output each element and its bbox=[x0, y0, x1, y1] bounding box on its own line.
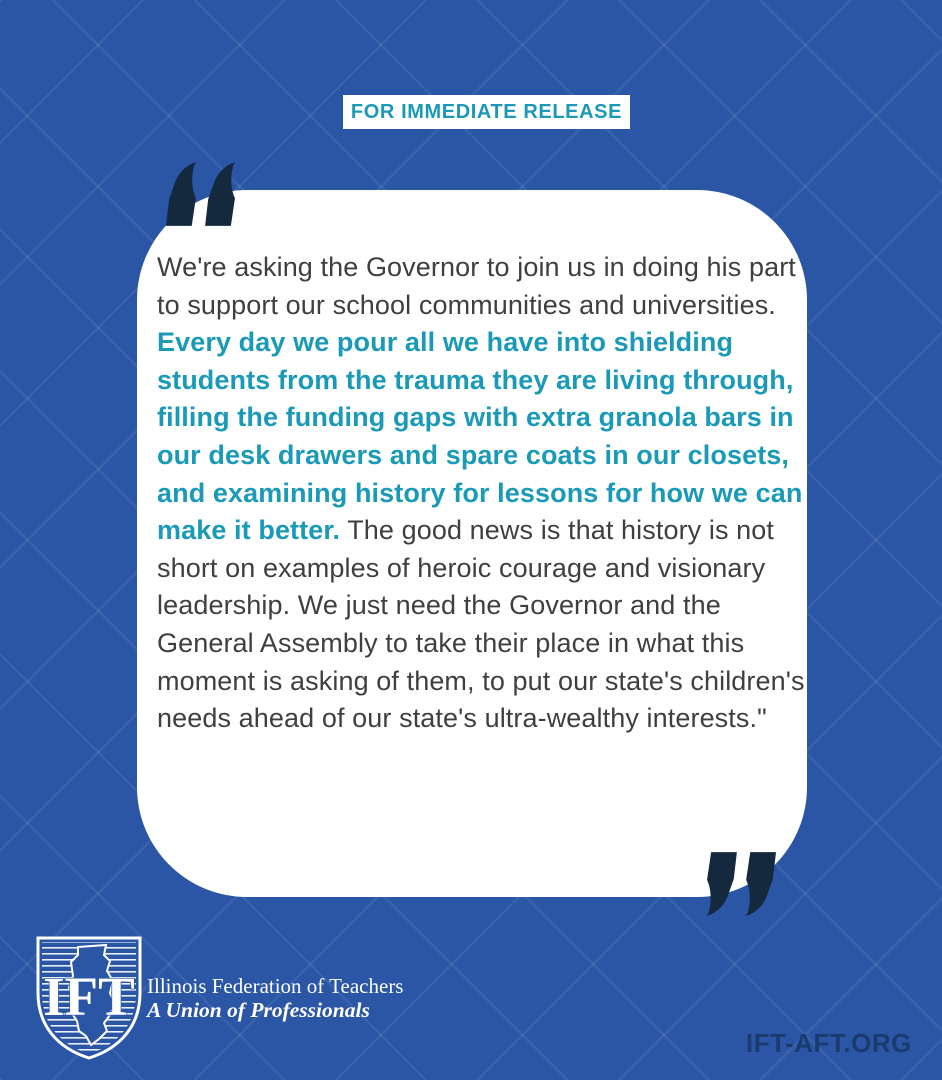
org-text-block bbox=[147, 974, 403, 1023]
org-name: Illinois Federation of Teachers bbox=[147, 974, 404, 998]
quote-highlight: Every day we pour all we have into shielding students from the trauma they are living through, filling the funding gaps with extra granola bars in our desk drawers and spare coats in our closets, and examining history for lessons for how we can make it better. bbox=[157, 327, 803, 546]
logo-monogram: IFT bbox=[43, 966, 135, 1027]
release-banner-label: FOR IMMEDIATE RELEASE bbox=[350, 100, 623, 123]
website-url: IFT-AFT.ORG bbox=[746, 1028, 912, 1058]
release-banner bbox=[343, 95, 630, 129]
open-quote-icon bbox=[166, 162, 236, 226]
quote-lead: We're asking the Governor to join us in doing his part to support our school communities and universities. bbox=[157, 252, 796, 320]
ift-shield-logo bbox=[33, 935, 145, 1061]
org-tagline: A Union of Professionals bbox=[147, 998, 370, 1022]
quote-tail: The good news is that history is not short on examples of heroic courage and visionary leadership. We just need the Governor and the General Assembly to take their place in what this moment is asking of them, to put our state's children's needs ahead of our state's ultra-wealthy interests." bbox=[157, 515, 805, 734]
close-quote-icon bbox=[706, 852, 776, 916]
quote-text bbox=[157, 249, 805, 738]
